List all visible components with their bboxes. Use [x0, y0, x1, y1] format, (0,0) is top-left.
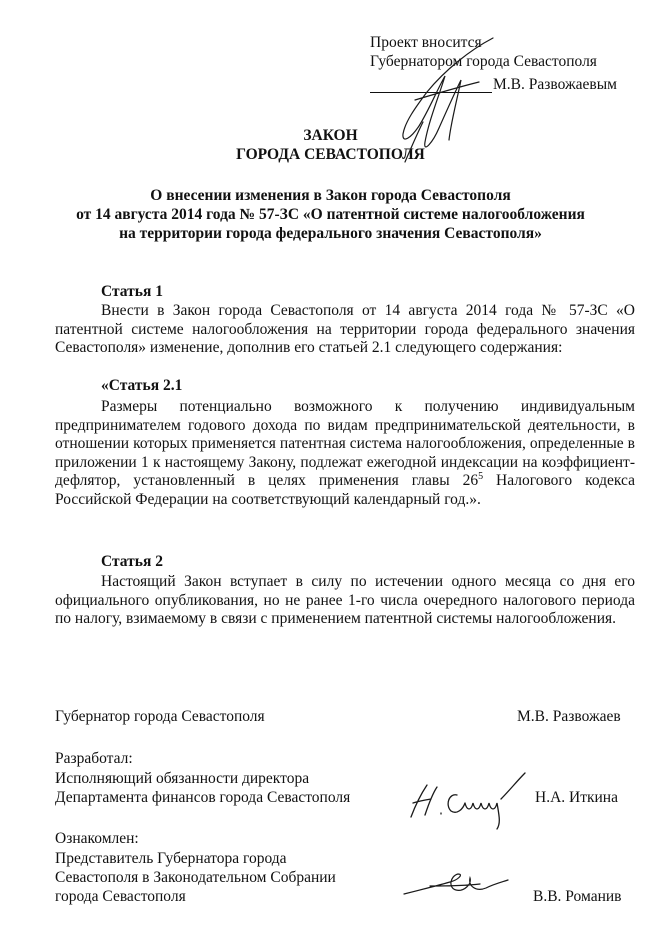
romaniv-signature-image [400, 866, 510, 906]
developed-line-2: Департамента финансов города Севастополя [55, 789, 351, 806]
subtitle-line-3: на территории города федерального значения Севастополя» [119, 225, 542, 242]
article-1-body [55, 302, 635, 358]
article-2-1-text-after: Налогового кодекса Российской Федерации на соответствующий календарный год.». [55, 472, 635, 508]
article-1-heading: Статья 1 [101, 283, 163, 300]
acknowledged-line-2: Севастополя в Законодательном Собрании [55, 869, 336, 886]
governor-signature-image [375, 30, 515, 170]
article-1-text: Внести в Закон города Севастополя от 14 августа 2014 года № 57-ЗС «О патентной системе налогообложения на территории города федерального значения Севастополя» изменение, дополнив его статьей 2.1 следующего содержания: [55, 302, 635, 356]
acknowledged-line-3: города Севастополя [55, 888, 186, 905]
subtitle-line-1: О внесении изменения в Закон города Севастополя [150, 187, 511, 204]
governor-name: М.В. Развожаев [517, 708, 621, 725]
acknowledged-line-1: Представитель Губернатора города [55, 850, 287, 867]
title-line-1: ЗАКОН [303, 127, 358, 144]
title-line-2: ГОРОДА СЕВАСТОПОЛЯ [236, 146, 425, 163]
subtitle-line-2: от 14 августа 2014 года № 57-ЗС «О патентной системе налогообложения [76, 206, 585, 223]
acknowledged-label: Ознакомлен: [55, 830, 139, 847]
header-line-1: Проект вносится [370, 34, 482, 51]
developed-line-1: Исполняющий обязанности директора [55, 770, 310, 787]
article-2-heading: Статья 2 [101, 553, 163, 570]
article-2-1-text-before: Размеры потенциально возможного к получению индивидуальным предпринимателем годового дохода по видам предпринимательской деятельности, в отношении которых применяется патентная система налогообложения, определенные в приложении 1 к настоящему Закону, подлежат ежегодной индексации на коэффициент-дефлятор, установленный в целях применения главы 26 [55, 398, 635, 489]
developed-name: Н.А. Иткина [535, 789, 618, 806]
chapter-superscript: 5 [478, 470, 484, 482]
article-2-1-heading: «Статья 2.1 [101, 377, 183, 394]
itkina-signature-image [405, 765, 530, 835]
article-2-text: Настоящий Закон вступает в силу по истечении одного месяца со дня его официального опубликования, но не ранее 1-го числа очередного налогового периода по налогу, взимаемому в связи с применением патентной системы налогообложения. [55, 573, 635, 627]
developed-label: Разработал: [55, 750, 133, 767]
article-2-1-body [55, 398, 635, 509]
header-line-2: Губернатором города Севастополя [370, 53, 597, 70]
governor-title: Губернатор города Севастополя [55, 708, 265, 725]
article-2-1-text [55, 398, 635, 509]
header-line-3: М.В. Развожаевым [493, 76, 617, 93]
acknowledged-name: В.В. Романив [533, 888, 622, 905]
article-2-body [55, 573, 635, 629]
